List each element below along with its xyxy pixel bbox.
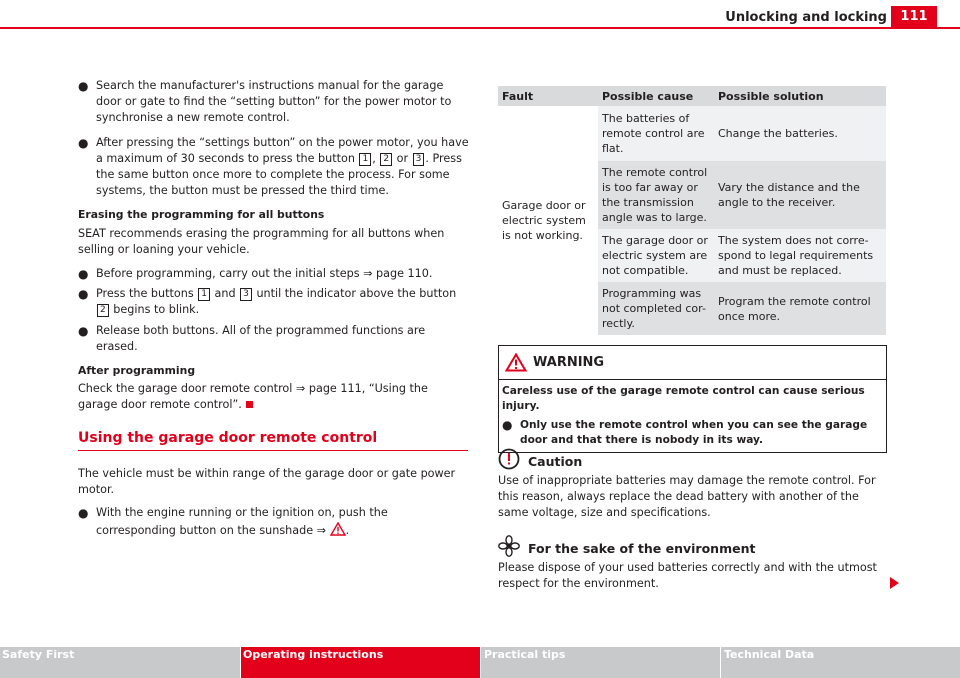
caution-header — [498, 448, 888, 470]
caution-note — [498, 448, 888, 522]
warning-triangle-icon[interactable] — [330, 522, 346, 536]
paragraph: SEAT recommends erasing the programming for all buttons when selling or loaning your vehicle. — [78, 226, 445, 256]
tab-practical-tips[interactable] — [480, 647, 720, 678]
cause-cell: The garage door or electric system are not compatible. — [598, 229, 714, 282]
text-segment: , — [372, 151, 376, 165]
environment-flower-icon — [498, 535, 520, 557]
button-1-key-icon: 1 — [198, 288, 210, 301]
bullet-icon: ● — [78, 135, 89, 150]
subheading-erase: Erasing the programming for all buttons — [78, 208, 325, 222]
fault-cell: Garage door or electric system is not working. — [498, 106, 598, 335]
button-1-key-icon: 1 — [359, 153, 371, 166]
list-item-text: Only use the remote control when you can see the garage door and that there is nobody in its way. — [520, 419, 868, 446]
tab-label: Technical Data — [724, 648, 815, 661]
warning-body — [499, 380, 886, 452]
text-segment: . — [345, 523, 350, 537]
subheading-after-programming: After programming — [78, 364, 196, 378]
list-item — [78, 78, 470, 127]
page-number: 111 — [891, 6, 937, 28]
button-3-key-icon: 3 — [240, 288, 252, 301]
warning-title: WARNING — [533, 355, 605, 370]
column-header-fault: Fault — [498, 86, 598, 106]
environment-title: For the sake of the environment — [528, 540, 756, 556]
chapter-title: Unlocking and locking — [725, 10, 887, 25]
page-header — [0, 0, 960, 30]
page-reference-link[interactable]: Check the garage door remote control ⇒ page 111, “Using the garage door remote control”. — [78, 382, 428, 412]
table-row — [498, 106, 886, 161]
next-page-arrow-icon[interactable] — [890, 577, 899, 589]
bullet-icon: ● — [78, 79, 89, 93]
list-item-text: Before programming, carry out the initial steps ⇒ page 110. — [96, 267, 433, 281]
bullet-icon: ● — [78, 267, 89, 282]
cause-cell: Programming was not completed cor- rectly. — [598, 282, 714, 335]
column-header-solution: Possible solution — [714, 86, 886, 106]
warning-header — [499, 346, 886, 380]
fault-table — [498, 86, 886, 335]
tab-label: Practical tips — [484, 648, 566, 661]
caution-text: Use of inappropriate batteries may damage the remote control. For this reason, always replace the dead battery with another of the same voltage, size and specifications. — [498, 474, 876, 520]
text-segment: . Press the same button once more to complete the process. For some systems, the button must be pressed the third time. — [96, 151, 462, 198]
list-item — [78, 505, 470, 538]
list-item-text: Search the manufacturer's instructions manual for the garage door or gate to find the “setting button” for the power motor to synchronise a new remote control. — [96, 79, 452, 125]
bullet-icon: ● — [78, 287, 89, 302]
list-item-text — [96, 286, 470, 318]
list-item-text — [96, 505, 470, 538]
environment-text: Please dispose of your used batteries correctly and with the utmost respect for the environment. — [498, 561, 877, 591]
tab-label: Safety First — [2, 648, 75, 661]
button-3-key-icon: 3 — [413, 153, 425, 166]
text-segment: and — [214, 287, 236, 301]
section-title: Using the garage door remote control — [78, 430, 468, 451]
warning-line: Careless use of the garage remote control can cause serious injury. — [502, 385, 865, 412]
list-item-text — [96, 135, 470, 200]
caution-icon — [498, 448, 520, 470]
list-item — [502, 418, 883, 448]
left-column — [78, 78, 470, 414]
cause-cell: The remote control is too far away or the transmission angle was to large. — [598, 161, 714, 229]
paragraph — [78, 381, 470, 413]
footer-tabs — [0, 647, 960, 678]
list-item — [78, 323, 470, 355]
tab-safety-first[interactable] — [0, 647, 240, 678]
warning-triangle-icon — [505, 353, 527, 372]
paragraph: The vehicle must be within range of the garage door or gate power motor. — [78, 467, 456, 497]
column-header-cause: Possible cause — [598, 86, 714, 106]
text-segment: until the indicator above the button — [256, 287, 457, 301]
solution-cell: Program the remote control once more. — [714, 282, 886, 335]
text-segment: Press the buttons — [96, 287, 194, 301]
tab-label: Operating instructions — [243, 648, 384, 661]
header-rule — [0, 27, 960, 29]
tab-operating-instructions[interactable] — [240, 647, 480, 678]
section-end-icon — [246, 401, 253, 408]
text-segment: begins to blink. — [113, 303, 200, 317]
solution-cell: Change the batteries. — [714, 106, 886, 161]
list-item — [78, 266, 470, 282]
bullet-icon: ● — [78, 506, 89, 521]
list-item-text: Release both buttons. All of the programmed functions are erased. — [96, 323, 426, 353]
text-segment: With the engine running or the ignition on, push the corresponding button on the sunshade ⇒ — [96, 506, 388, 537]
environment-header — [498, 535, 888, 557]
environment-note — [498, 535, 888, 592]
section-body — [78, 466, 470, 539]
cause-cell: The batteries of remote control are flat. — [598, 106, 714, 161]
solution-cell: The system does not corre- spond to legal requirements and must be replaced. — [714, 229, 886, 282]
warning-box — [498, 345, 887, 453]
solution-cell: Vary the distance and the angle to the receiver. — [714, 161, 886, 229]
list-item — [78, 286, 470, 318]
bullet-icon: ● — [78, 323, 89, 338]
button-2-key-icon: 2 — [380, 153, 392, 166]
bullet-icon: ● — [502, 418, 513, 432]
button-2-key-icon: 2 — [97, 304, 109, 317]
text-segment: After pressing the “settings button” on the power motor, you have a maximum of 30 seconds to press the button — [96, 135, 469, 165]
table-header-row — [498, 86, 886, 106]
caution-title: Caution — [528, 453, 583, 469]
list-item — [78, 135, 470, 200]
tab-technical-data[interactable] — [720, 647, 960, 678]
text-segment: or — [396, 151, 409, 165]
